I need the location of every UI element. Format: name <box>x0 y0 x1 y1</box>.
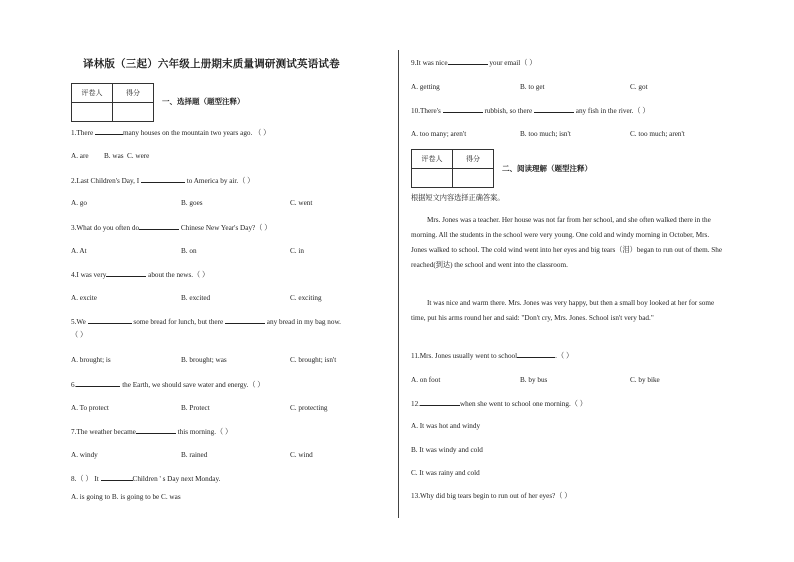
question-11: 11.Mrs. Jones usually went to school .（ ） <box>411 352 574 360</box>
option[interactable]: A. brought; is <box>71 356 111 364</box>
answer-blank[interactable] <box>88 317 132 324</box>
option[interactable]: C. too much; aren't <box>630 130 685 138</box>
option[interactable]: B. to get <box>520 83 545 91</box>
answer-blank[interactable] <box>136 427 176 434</box>
answer-blank[interactable] <box>141 176 185 183</box>
grader-header: 评卷人 <box>412 150 453 169</box>
answer-blank[interactable] <box>534 106 574 113</box>
option[interactable]: A. getting <box>411 83 440 91</box>
option[interactable]: A. go <box>71 199 87 207</box>
question-3: 3.What do you often do Chinese New Year's Day?（ ） <box>71 224 272 232</box>
option[interactable]: B. rained <box>181 451 208 459</box>
option[interactable]: B. was <box>104 152 124 160</box>
option[interactable]: B. by bus <box>520 376 548 384</box>
option[interactable]: C. wind <box>290 451 313 459</box>
option[interactable]: A. excite <box>71 294 97 302</box>
answer-blank[interactable] <box>225 317 265 324</box>
option[interactable]: B. on <box>181 247 197 255</box>
grader-header: 评卷人 <box>72 84 113 103</box>
answer-blank[interactable] <box>76 380 120 387</box>
grader-cell[interactable] <box>72 103 113 122</box>
column-divider <box>398 50 399 518</box>
option[interactable]: B. Protect <box>181 404 210 412</box>
answer-blank[interactable] <box>420 399 460 406</box>
option-row[interactable]: A. is going to B. is going to be C. was <box>71 493 181 501</box>
answer-blank[interactable] <box>106 270 146 277</box>
reading-instruction: 根据短文内容选择正确答案。 <box>411 194 505 202</box>
score-cell[interactable] <box>453 169 494 188</box>
question-4: 4.I was very about the news.（ ） <box>71 271 210 279</box>
option[interactable]: B. too much; isn't <box>520 130 571 138</box>
score-cell[interactable] <box>113 103 154 122</box>
question-5-bracket: （ ） <box>71 331 88 339</box>
option[interactable]: C. exciting <box>290 294 322 302</box>
option[interactable]: B. goes <box>181 199 203 207</box>
option[interactable]: A. are <box>71 152 89 160</box>
question-13: 13.Why did big tears begin to run out of her eyes?（ ） <box>411 492 572 500</box>
section-1-title: 一、选择题（题型注释） <box>162 97 245 106</box>
option[interactable]: A. At <box>71 247 87 255</box>
question-7: 7.The weather became this morning.（ ） <box>71 428 233 436</box>
option[interactable]: C. by bike <box>630 376 660 384</box>
option[interactable]: C. protecting <box>290 404 328 412</box>
option[interactable]: C. It was rainy and cold <box>411 469 480 477</box>
answer-blank[interactable] <box>517 351 555 358</box>
question-5: 5.We some bread for lunch, but there any bread in my bag now. <box>71 318 341 326</box>
score-table-1 <box>71 83 154 122</box>
option[interactable]: C. in <box>290 247 304 255</box>
question-9: 9.It was nice your email（ ） <box>411 59 537 67</box>
option[interactable]: C. brought; isn't <box>290 356 337 364</box>
reading-paragraph-2: It was nice and warm there. Mrs. Jones was very happy, but then a small boy looked at her for some time, put his arms round her and said: "Don't cry, Mrs. Jones. School isn't very bad." <box>411 299 715 322</box>
option[interactable]: B. It was windy and cold <box>411 446 483 454</box>
exam-title: 译林版（三起）六年级上册期末质量调研测试英语试卷 <box>83 58 340 70</box>
option[interactable]: B. excited <box>181 294 211 302</box>
option[interactable]: A. It was hot and windy <box>411 422 481 430</box>
option[interactable]: A. too many; aren't <box>411 130 467 138</box>
question-12: 12. when she went to school one morning.（ ） <box>411 400 587 408</box>
question-6: 6. the Earth, we should save water and energy.（ ） <box>71 381 265 389</box>
question-8: 8.（ ） It Children ' s Day next Monday. <box>71 475 221 483</box>
reading-paragraph-1: Mrs. Jones was a teacher. Her house was not far from her school, and she often walked there in the morning. All the students in the school were very young. One cold and windy morning in October, Mrs. Jones walked to school. The cold wind went into her eyes and big tears（泪）began to run out of them. She reached(到达) the school and went into the classroom. <box>411 216 723 269</box>
option[interactable]: A. To protect <box>71 404 109 412</box>
section-2-title: 二、阅读理解（题型注释） <box>502 164 592 173</box>
answer-blank[interactable] <box>101 474 133 481</box>
option[interactable]: B. brought; was <box>181 356 227 364</box>
question-2: 2.Last Children's Day, I to America by air.（ ） <box>71 177 255 185</box>
grader-cell[interactable] <box>412 169 453 188</box>
answer-blank[interactable] <box>139 223 179 230</box>
question-10: 10.There's rubbish, so there any fish in the river.（ ） <box>411 107 650 115</box>
option[interactable]: C. were <box>127 152 150 160</box>
answer-blank[interactable] <box>448 58 488 65</box>
option[interactable]: C. got <box>630 83 648 91</box>
option[interactable]: C. went <box>290 199 313 207</box>
score-table-2 <box>411 149 494 188</box>
score-header: 得分 <box>113 84 154 103</box>
answer-blank[interactable] <box>95 128 123 135</box>
score-header: 得分 <box>453 150 494 169</box>
answer-blank[interactable] <box>443 106 483 113</box>
option[interactable]: A. windy <box>71 451 98 459</box>
question-1: 1.There many houses on the mountain two years ago. （ ） <box>71 129 271 137</box>
option[interactable]: A. on foot <box>411 376 441 384</box>
